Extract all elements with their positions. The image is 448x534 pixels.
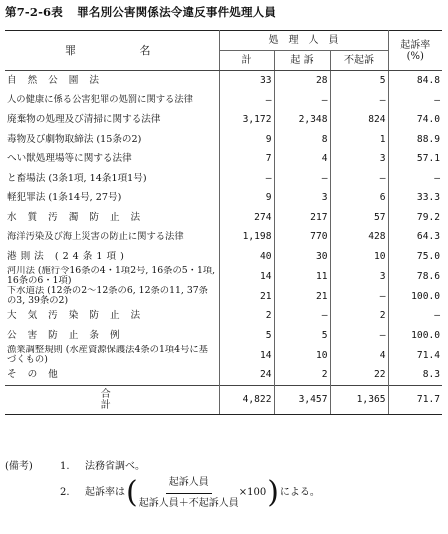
- cell-rate: —: [434, 94, 441, 106]
- cell-prosecuted: 28: [274, 71, 330, 91]
- cell-prosecuted: 4: [274, 149, 330, 169]
- table-row: [5, 326, 442, 346]
- formula-suffix: による。: [279, 487, 320, 498]
- cell-prosecuted: 2,348: [274, 110, 330, 130]
- cell-not-prosecuted: 3: [330, 149, 388, 169]
- table-row: [5, 365, 442, 385]
- cell-rate: 78.6: [416, 270, 441, 282]
- cell-rate: 79.2: [416, 211, 441, 223]
- offense-name: 港則法 (24条1項): [5, 247, 219, 267]
- cell-total: 274: [219, 208, 274, 228]
- header-total: 計: [219, 51, 274, 71]
- cell-total: 5: [219, 326, 274, 346]
- offense-name: 公害防止条例: [5, 326, 219, 346]
- cell-rate: 33.3: [416, 192, 441, 204]
- formula-fraction: [139, 474, 239, 513]
- offense-name: 下水道法 (12条の2～12条の6, 12条の11, 37条の3, 39条の2): [5, 286, 219, 306]
- cell-not-prosecuted: 5: [330, 71, 388, 91]
- table-row: [5, 188, 442, 208]
- table-caption: [5, 4, 276, 20]
- note-1-text: 法務省調べ。: [85, 461, 145, 472]
- offense-name: 廃棄物の処理及び清掃に関する法律: [5, 110, 219, 130]
- cell-total: 14: [219, 266, 274, 286]
- table-row: [5, 208, 442, 228]
- cell-rate: 100.0: [411, 329, 441, 341]
- cell-total: 3,172: [219, 110, 274, 130]
- cell-prosecuted: 3: [274, 188, 330, 208]
- notes-label: (備考): [5, 461, 33, 472]
- cell-prosecuted: 21: [274, 286, 330, 306]
- formula-open-paren: (: [126, 475, 138, 510]
- formula-numerator: 起訴人員: [166, 474, 212, 494]
- note-2: [5, 476, 442, 530]
- cell-rate: 57.1: [416, 153, 441, 165]
- table-body: [5, 71, 442, 386]
- offense-name: 大気汚染防止法: [5, 306, 219, 326]
- table-row: [5, 91, 442, 111]
- table-row: [5, 306, 442, 326]
- cell-rate: —: [434, 172, 441, 184]
- cell-prosecuted: —: [274, 169, 330, 189]
- cell-total: 2: [219, 306, 274, 326]
- table-title: 罪名別公害関係法令違反事件処理人員: [77, 5, 277, 19]
- rate-formula: [85, 476, 320, 510]
- cell-rate: 75.0: [416, 250, 441, 262]
- offense-name: へい獣処理場等に関する法律: [5, 149, 219, 169]
- cell-total: 40: [219, 247, 274, 267]
- cell-prosecuted: 11: [274, 266, 330, 286]
- cell-not-prosecuted: 2: [330, 306, 388, 326]
- cell-not-prosecuted: 1: [330, 130, 388, 150]
- offense-table: [5, 30, 442, 415]
- cell-not-prosecuted: 4: [330, 345, 388, 365]
- cell-not-prosecuted: —: [330, 286, 388, 306]
- table-row: [5, 71, 442, 91]
- cell-not-prosecuted: 6: [330, 188, 388, 208]
- header-processed: 処理人員: [219, 31, 388, 51]
- total-row: [5, 385, 442, 414]
- header-prosecuted: 起 訴: [274, 51, 330, 71]
- formula-denominator: 起訴人員＋不起訴人員: [138, 497, 239, 509]
- cell-not-prosecuted: 10: [330, 247, 388, 267]
- cell-rate: 74.0: [416, 114, 441, 126]
- cell-total: 7: [219, 149, 274, 169]
- cell-not-prosecuted: 428: [330, 227, 388, 247]
- formula-multiplier: ×100: [238, 487, 267, 498]
- table-row: [5, 286, 442, 306]
- table-row: [5, 227, 442, 247]
- cell-prosecuted: 10: [274, 345, 330, 365]
- offense-name: 河川法 (施行令16条の4・1項2号, 16条の5・1項, 16条の6・1項): [5, 266, 219, 286]
- cell-prosecuted: 217: [274, 208, 330, 228]
- note-2-index: 2.: [60, 487, 70, 498]
- table-number: 第7-2-6表: [5, 5, 63, 19]
- offense-name: と畜場法 (3条1項, 14条1項1号): [5, 169, 219, 189]
- cell-not-prosecuted: —: [330, 91, 388, 111]
- header-rate-unit: (%): [406, 50, 424, 62]
- table-row: [5, 169, 442, 189]
- cell-total: 14: [219, 345, 274, 365]
- formula-prefix: 起訴率は: [85, 487, 125, 498]
- cell-prosecuted: 2: [274, 365, 330, 385]
- cell-total: —: [219, 91, 274, 111]
- cell-total: 21: [219, 286, 274, 306]
- offense-name: 軽犯罪法 (1条14号, 27号): [5, 188, 219, 208]
- note-1-index: 1.: [60, 461, 70, 472]
- cell-not-prosecuted: 824: [330, 110, 388, 130]
- cell-total: 1,198: [219, 227, 274, 247]
- notes: [5, 458, 442, 530]
- total-prosecuted: 3,457: [274, 385, 330, 414]
- total-label: 合計: [5, 385, 219, 414]
- cell-rate: 64.3: [416, 231, 441, 243]
- offense-name: 毒物及び劇物取締法 (15条の2): [5, 130, 219, 150]
- cell-total: 33: [219, 71, 274, 91]
- offense-name: 自然公園法: [5, 71, 219, 91]
- header-not-prosecuted: 不起訴: [330, 51, 388, 71]
- cell-total: 24: [219, 365, 274, 385]
- cell-prosecuted: 8: [274, 130, 330, 150]
- cell-not-prosecuted: 22: [330, 365, 388, 385]
- offense-name: 海洋汚染及び海上災害の防止に関する法律: [5, 227, 219, 247]
- cell-not-prosecuted: —: [330, 169, 388, 189]
- cell-rate: 8.3: [422, 369, 441, 381]
- cell-rate: 84.8: [416, 75, 441, 87]
- cell-total: 9: [219, 130, 274, 150]
- cell-rate: 100.0: [411, 290, 441, 302]
- offense-name: 漁業調整規則 (水産資源保護法4条の1項4号に基づくもの): [5, 345, 219, 365]
- header-rate: [388, 31, 442, 71]
- formula-close-paren: ): [267, 475, 279, 510]
- header-rate-label: 起訴率: [400, 39, 431, 51]
- cell-rate: 71.4: [416, 349, 441, 361]
- cell-rate: —: [434, 310, 441, 322]
- total-total: 4,822: [219, 385, 274, 414]
- header-offense: 罪 名: [5, 31, 219, 71]
- table-row: [5, 266, 442, 286]
- cell-prosecuted: 30: [274, 247, 330, 267]
- table-row: [5, 247, 442, 267]
- cell-not-prosecuted: —: [330, 326, 388, 346]
- cell-rate: 88.9: [416, 133, 441, 145]
- table-row: [5, 130, 442, 150]
- cell-not-prosecuted: 3: [330, 266, 388, 286]
- cell-prosecuted: 5: [274, 326, 330, 346]
- total-rate: 71.7: [388, 385, 442, 414]
- offense-name: 水質汚濁防止法: [5, 208, 219, 228]
- cell-prosecuted: —: [274, 306, 330, 326]
- cell-prosecuted: —: [274, 91, 330, 111]
- total-not-prosecuted: 1,365: [330, 385, 388, 414]
- offense-name: その他: [5, 365, 219, 385]
- cell-total: 9: [219, 188, 274, 208]
- cell-prosecuted: 770: [274, 227, 330, 247]
- table-row: [5, 149, 442, 169]
- table-row: [5, 345, 442, 365]
- table-row: [5, 110, 442, 130]
- offense-name: 人の健康に係る公害犯罪の処罰に関する法律: [5, 91, 219, 111]
- cell-total: —: [219, 169, 274, 189]
- cell-not-prosecuted: 57: [330, 208, 388, 228]
